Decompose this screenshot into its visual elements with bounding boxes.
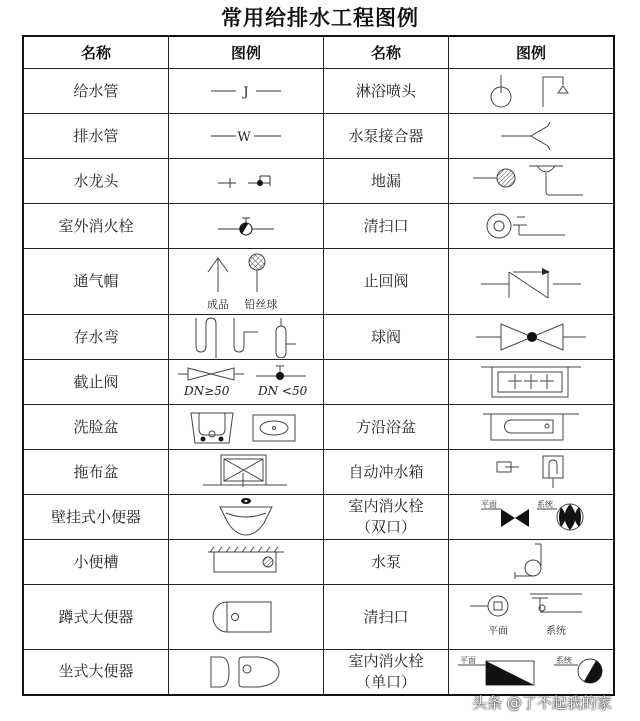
row-name: 室内消火栓 （双口） xyxy=(324,495,449,540)
watermark: 头条 @了不起我的家 xyxy=(472,694,612,712)
table-row xyxy=(23,204,614,249)
table-row xyxy=(23,159,614,204)
svg-text:W: W xyxy=(237,130,251,145)
table-row xyxy=(23,495,614,540)
sitting-toilet-icon xyxy=(169,650,324,695)
header-name-1: 名称 xyxy=(23,36,169,69)
svg-text:DN <50: DN <50 xyxy=(258,384,308,398)
table-header-row xyxy=(23,36,614,69)
table-row xyxy=(23,585,614,650)
table-row xyxy=(23,650,614,695)
row-name: 水泵接合器 xyxy=(324,114,449,159)
table-row xyxy=(23,360,614,405)
row-name: 坐式大便器 xyxy=(23,650,169,695)
svg-text:平面: 平面 xyxy=(481,500,497,509)
svg-text:J: J xyxy=(243,85,249,100)
cleanout-plan-system-icon xyxy=(449,585,615,650)
washbasin-icon xyxy=(169,405,324,450)
bathtub-icon xyxy=(449,405,615,450)
cleanout-icon xyxy=(449,204,615,249)
row-name: 排水管 xyxy=(23,114,169,159)
table-row xyxy=(23,540,614,585)
row-name: 止回阀 xyxy=(324,249,449,315)
ball-valve-icon xyxy=(449,315,615,360)
row-name: 清扫口 xyxy=(324,204,449,249)
row-name: 洗脸盆 xyxy=(23,405,169,450)
stop-valve-icon xyxy=(169,360,324,405)
shower-head-icon xyxy=(449,69,615,114)
table-row xyxy=(23,114,614,159)
row-name: 自动冲水箱 xyxy=(324,450,449,495)
table-row xyxy=(23,69,614,114)
row-name: 截止阀 xyxy=(23,360,169,405)
svg-text:DN≥50: DN≥50 xyxy=(184,384,230,398)
row-name: 室外消火栓 xyxy=(23,204,169,249)
row-name: 室内消火栓 （单口） xyxy=(324,650,449,695)
legend-table xyxy=(22,35,615,696)
row-name: 蹲式大便器 xyxy=(23,585,169,650)
svg-text:成品: 成品 xyxy=(207,297,229,311)
row-name: 水龙头 xyxy=(23,159,169,204)
table-row xyxy=(23,315,614,360)
water-pump-icon xyxy=(449,540,615,585)
faucet-icon xyxy=(169,159,324,204)
row-name xyxy=(324,360,449,405)
svg-text:铅丝球: 铅丝球 xyxy=(244,297,278,311)
row-name: 清扫口 xyxy=(324,585,449,650)
row-name: 给水管 xyxy=(23,69,169,114)
wall-urinal-icon xyxy=(169,495,324,540)
auto-flush-tank-icon xyxy=(449,450,615,495)
row-name: 存水弯 xyxy=(23,315,169,360)
outdoor-hydrant-icon xyxy=(169,204,324,249)
header-legend-1: 图例 xyxy=(169,36,324,69)
water-supply-pipe-icon xyxy=(169,69,324,114)
row-name: 球阀 xyxy=(324,315,449,360)
header-legend-2: 图例 xyxy=(449,36,615,69)
row-name: 方沿浴盆 xyxy=(324,405,449,450)
mop-sink-icon xyxy=(169,450,324,495)
row-name: 淋浴喷头 xyxy=(324,69,449,114)
pump-connector-icon xyxy=(449,114,615,159)
row-name: 小便槽 xyxy=(23,540,169,585)
svg-text:平面: 平面 xyxy=(460,655,476,665)
floor-drain-icon xyxy=(449,159,615,204)
table-row xyxy=(23,450,614,495)
table-row xyxy=(23,405,614,450)
indoor-hydrant-double-icon xyxy=(449,495,615,540)
indoor-hydrant-single-icon xyxy=(449,650,615,695)
urinal-trough-icon xyxy=(169,540,324,585)
svg-text:系统: 系统 xyxy=(537,500,553,509)
unnamed-fixture-icon xyxy=(449,360,615,405)
row-name: 地漏 xyxy=(324,159,449,204)
drain-pipe-icon xyxy=(169,114,324,159)
svg-text:平面: 平面 xyxy=(488,626,508,637)
row-name: 水泵 xyxy=(324,540,449,585)
vent-cap-icon xyxy=(169,249,324,315)
row-name: 壁挂式小便器 xyxy=(23,495,169,540)
trap-icon xyxy=(169,315,324,360)
check-valve-icon xyxy=(449,249,615,315)
squat-toilet-icon xyxy=(169,585,324,650)
page-title: 常用给排水工程图例 xyxy=(221,6,419,30)
table-row xyxy=(23,249,614,315)
header-name-2: 名称 xyxy=(324,36,449,69)
svg-text:系统: 系统 xyxy=(546,626,566,637)
row-name: 通气帽 xyxy=(23,249,169,315)
svg-text:系统: 系统 xyxy=(556,655,572,665)
row-name: 拖布盆 xyxy=(23,450,169,495)
